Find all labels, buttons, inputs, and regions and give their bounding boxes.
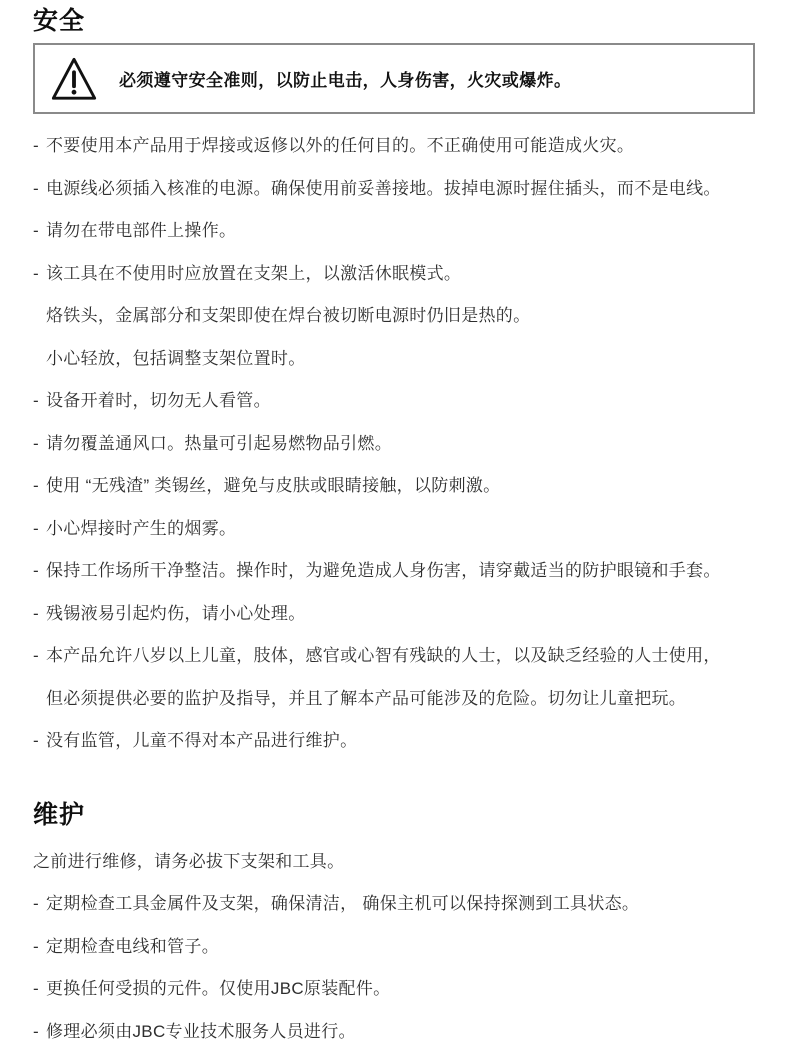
safety-list-item-text: 本产品允许八岁以上儿童，肢体，感官或心智有残缺的人士，以及缺乏经验的人士使用， xyxy=(46,646,721,666)
safety-list-item xyxy=(33,550,760,593)
warning-triangle-icon xyxy=(50,55,98,103)
maintenance-list-item xyxy=(33,883,760,926)
safety-list-item-text: 请勿在带电部件上操作。 xyxy=(46,221,237,241)
maintenance-list-item-text: 定期检查电线和管子。 xyxy=(46,936,219,956)
list-dash: - xyxy=(33,1021,39,1041)
safety-list-item xyxy=(33,125,760,168)
safety-list-item xyxy=(33,720,760,763)
list-dash: - xyxy=(33,178,39,198)
safety-list-item xyxy=(33,380,760,423)
safety-list-item-text: 不要使用本产品用于焊接或返修以外的任何目的。不正确使用可能造成火灾。 xyxy=(46,136,635,156)
list-dash: - xyxy=(33,603,39,623)
list-dash: - xyxy=(33,894,39,914)
safety-section-title: 安全 xyxy=(33,7,86,35)
maintenance-list-item xyxy=(33,968,760,1011)
list-dash: - xyxy=(33,936,39,956)
safety-warning-text: 必须遵守安全准则，以防止电击，人身伤害，火灾或爆炸。 xyxy=(119,71,572,90)
maintenance-list-item-text: 修理必须由JBC专业技术服务人员进行。 xyxy=(46,1021,356,1041)
list-dash: - xyxy=(33,476,39,496)
list-dash: - xyxy=(33,646,39,666)
safety-list-item-text: 该工具在不使用时应放置在支架上，以激活休眠模式。 xyxy=(46,263,462,283)
list-dash: - xyxy=(33,221,39,241)
safety-list-item xyxy=(33,295,760,338)
safety-list-item-text: 但必须提供必要的监护及指导，并且了解本产品可能涉及的危险。切勿让儿童把玩。 xyxy=(46,688,687,708)
list-dash: - xyxy=(33,136,39,156)
safety-list-item-text: 残锡液易引起灼伤，请小心处理。 xyxy=(46,603,306,623)
safety-warning-box xyxy=(33,43,755,114)
safety-list-item xyxy=(33,593,760,636)
maintenance-section-title: 维护 xyxy=(33,800,86,829)
safety-list-item xyxy=(33,465,760,508)
list-dash: - xyxy=(33,561,39,581)
safety-list-item xyxy=(33,338,760,381)
safety-list-item-text: 设备开着时，切勿无人看管。 xyxy=(46,391,271,411)
safety-list-item-text: 小心轻放，包括调整支架位置时。 xyxy=(46,348,306,368)
list-dash: - xyxy=(33,979,39,999)
safety-list-item xyxy=(33,210,760,253)
maintenance-list-item xyxy=(33,1011,760,1054)
list-dash: - xyxy=(33,731,39,751)
maintenance-intro-text: 之前进行维修，请务必拔下支架和工具。 xyxy=(33,851,345,871)
safety-list-item xyxy=(33,635,760,678)
safety-list-item-text: 没有监管，儿童不得对本产品进行维护。 xyxy=(46,731,358,751)
safety-list-item xyxy=(33,168,760,211)
maintenance-intro xyxy=(33,841,760,884)
list-dash: - xyxy=(33,263,39,283)
safety-list-item-text: 小心焊接时产生的烟雾。 xyxy=(46,518,237,538)
safety-list-item-text: 电源线必须插入核准的电源。确保使用前妥善接地。拔掉电源时握住插头，而不是电线。 xyxy=(46,178,721,198)
maintenance-list-item-text: 定期检查工具金属件及支架，确保清洁， 确保主机可以保持探测到工具状态。 xyxy=(46,894,640,914)
safety-list-item-text: 烙铁头，金属部分和支架即使在焊台被切断电源时仍旧是热的。 xyxy=(46,306,531,326)
list-dash: - xyxy=(33,391,39,411)
safety-list-item xyxy=(33,508,760,551)
safety-list-item xyxy=(33,678,760,721)
safety-list-item-text: 使用 “无残渣” 类锡丝，避免与皮肤或眼睛接触，以防刺激。 xyxy=(46,476,501,496)
safety-list-item-text: 保持工作场所干净整洁。操作时，为避免造成人身伤害，请穿戴适当的防护眼镜和手套。 xyxy=(46,561,721,581)
maintenance-list-item-text: 更换任何受损的元件。仅使用JBC原装配件。 xyxy=(46,979,391,999)
maintenance-list-item xyxy=(33,926,760,969)
safety-list-item-text: 请勿覆盖通风口。热量可引起易燃物品引燃。 xyxy=(46,433,392,453)
list-dash: - xyxy=(33,433,39,453)
safety-list-item xyxy=(33,253,760,296)
maintenance-list xyxy=(33,841,760,1054)
list-dash: - xyxy=(33,518,39,538)
safety-list-item xyxy=(33,423,760,466)
safety-list xyxy=(33,125,760,763)
